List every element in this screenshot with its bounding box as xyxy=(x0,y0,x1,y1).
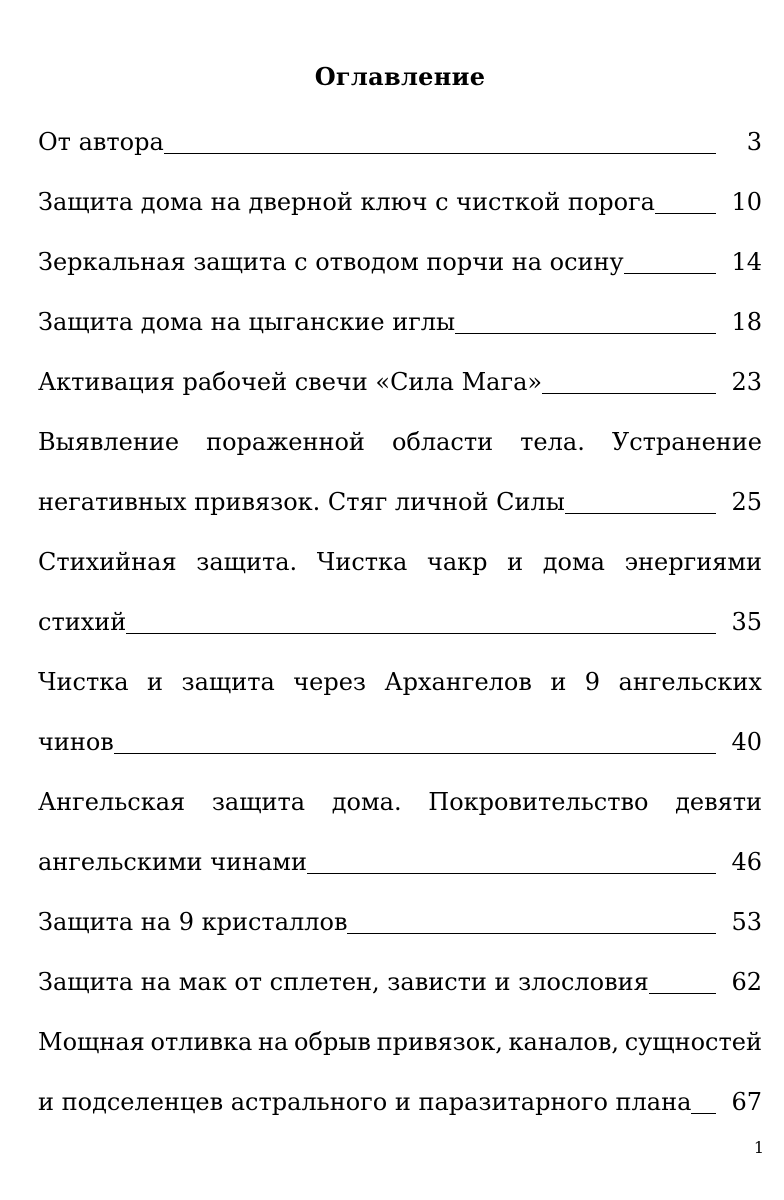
toc-leader-line xyxy=(307,844,716,874)
toc-entry-line xyxy=(38,244,762,304)
toc-page-number: 35 xyxy=(731,608,762,636)
toc-entry-word: Покровительство xyxy=(428,788,649,816)
toc-page-number: 40 xyxy=(731,728,762,756)
toc-entry-word: через xyxy=(293,668,367,696)
toc-entry-title: ангельскими чинами xyxy=(38,848,307,876)
toc-entry-line xyxy=(38,784,762,844)
toc-entry-line xyxy=(38,664,762,724)
toc-entry-word: Стихийная xyxy=(38,548,177,576)
toc-entry-line xyxy=(38,1084,762,1144)
toc-entry-line xyxy=(38,964,762,1024)
toc-entry-word: области xyxy=(391,428,494,456)
toc-entry-line xyxy=(38,544,762,604)
toc-entry-title: и подселенцев астрального и паразитарного плана xyxy=(38,1088,692,1116)
toc-entry-title: Активация рабочей свечи «Сила Мага» xyxy=(38,368,543,396)
toc-entry-title: Защита на 9 кристаллов xyxy=(38,908,348,936)
toc-leader-line xyxy=(691,1084,716,1114)
toc-entry-title: негативных привязок. Стяг личной Силы xyxy=(38,488,565,516)
toc-leader-line xyxy=(455,304,716,334)
table-of-contents xyxy=(38,124,762,1144)
toc-leader-line xyxy=(565,484,716,514)
toc-entry-line xyxy=(38,844,762,904)
toc-entry-line xyxy=(38,304,762,364)
toc-entry-word: Чистка xyxy=(316,548,408,576)
toc-entry-line xyxy=(38,904,762,964)
toc-entry-word: Чистка xyxy=(38,668,129,696)
toc-entry-word: каналов, xyxy=(508,1028,619,1056)
toc-entry-title: Защита дома на цыганские иглы xyxy=(38,308,456,336)
toc-entry-title: Защита дома на дверной ключ с чисткой порога xyxy=(38,188,655,216)
toc-entry-line xyxy=(38,364,762,424)
toc-entry-title: Защита на мак от сплетен, зависти и злословия xyxy=(38,968,649,996)
toc-page-number: 23 xyxy=(731,368,762,396)
toc-entry-word: 9 xyxy=(584,668,601,696)
toc-entry-word: энергиями xyxy=(624,548,762,576)
toc-entry-word: и xyxy=(507,548,524,576)
toc-entry-word: тела. xyxy=(520,428,585,456)
toc-leader-line xyxy=(655,184,716,214)
toc-entry-word: ангельских xyxy=(618,668,762,696)
toc-entry-word: пораженной xyxy=(206,428,365,456)
toc-entry-word: обрыв xyxy=(294,1028,371,1056)
toc-entry-word: Выявление xyxy=(38,428,180,456)
toc-entry-title: От автора xyxy=(38,128,164,156)
toc-entry-word: Ангельская xyxy=(38,788,186,816)
toc-leader-line xyxy=(126,604,716,634)
page-number: 1 xyxy=(753,1138,764,1157)
toc-page-number: 67 xyxy=(731,1088,762,1116)
toc-leader-line xyxy=(114,724,716,754)
toc-page-number: 10 xyxy=(731,188,762,216)
toc-entry-word: Мощная xyxy=(38,1028,145,1056)
toc-page-number: 14 xyxy=(731,248,762,276)
toc-entry-word: чакр xyxy=(426,548,488,576)
toc-entry-line xyxy=(38,184,762,244)
toc-leader-line xyxy=(649,964,716,994)
toc-entry-title: стихий xyxy=(38,608,127,636)
toc-entry-word: защита. xyxy=(196,548,298,576)
toc-entry-word: отливка xyxy=(150,1028,253,1056)
toc-entry-word: дома xyxy=(542,548,605,576)
toc-page-number: 3 xyxy=(746,128,762,156)
toc-entry-line xyxy=(38,484,762,544)
toc-entry-word: Устранение xyxy=(611,428,762,456)
toc-entry-word: и xyxy=(147,668,164,696)
toc-entry-title: чинов xyxy=(38,728,114,756)
toc-page-number: 18 xyxy=(731,308,762,336)
toc-leader-line xyxy=(542,364,716,394)
toc-entry-line xyxy=(38,604,762,664)
toc-page-number: 46 xyxy=(731,848,762,876)
toc-entry-line xyxy=(38,124,762,184)
toc-entry-word: Архангелов xyxy=(384,668,532,696)
toc-entry-word: на xyxy=(258,1028,289,1056)
toc-entry-word: привязок, xyxy=(376,1028,503,1056)
toc-leader-line xyxy=(624,244,716,274)
toc-page-number: 62 xyxy=(731,968,762,996)
toc-entry-word: защита xyxy=(181,668,275,696)
toc-entry-word: девяти xyxy=(675,788,762,816)
toc-entry-word: дома. xyxy=(331,788,402,816)
toc-entry-line xyxy=(38,724,762,784)
toc-entry-word: сущностей xyxy=(624,1028,762,1056)
toc-page-number: 53 xyxy=(731,908,762,936)
toc-page-number: 25 xyxy=(731,488,762,516)
toc-entry-title: Зеркальная защита с отводом порчи на осину xyxy=(38,248,624,276)
toc-title: Оглавление xyxy=(314,62,486,91)
toc-entry-line xyxy=(38,424,762,484)
toc-leader-line xyxy=(347,904,716,934)
toc-leader-line xyxy=(164,124,716,154)
toc-entry-line xyxy=(38,1024,762,1084)
toc-entry-word: и xyxy=(550,668,567,696)
toc-entry-word: защита xyxy=(211,788,306,816)
